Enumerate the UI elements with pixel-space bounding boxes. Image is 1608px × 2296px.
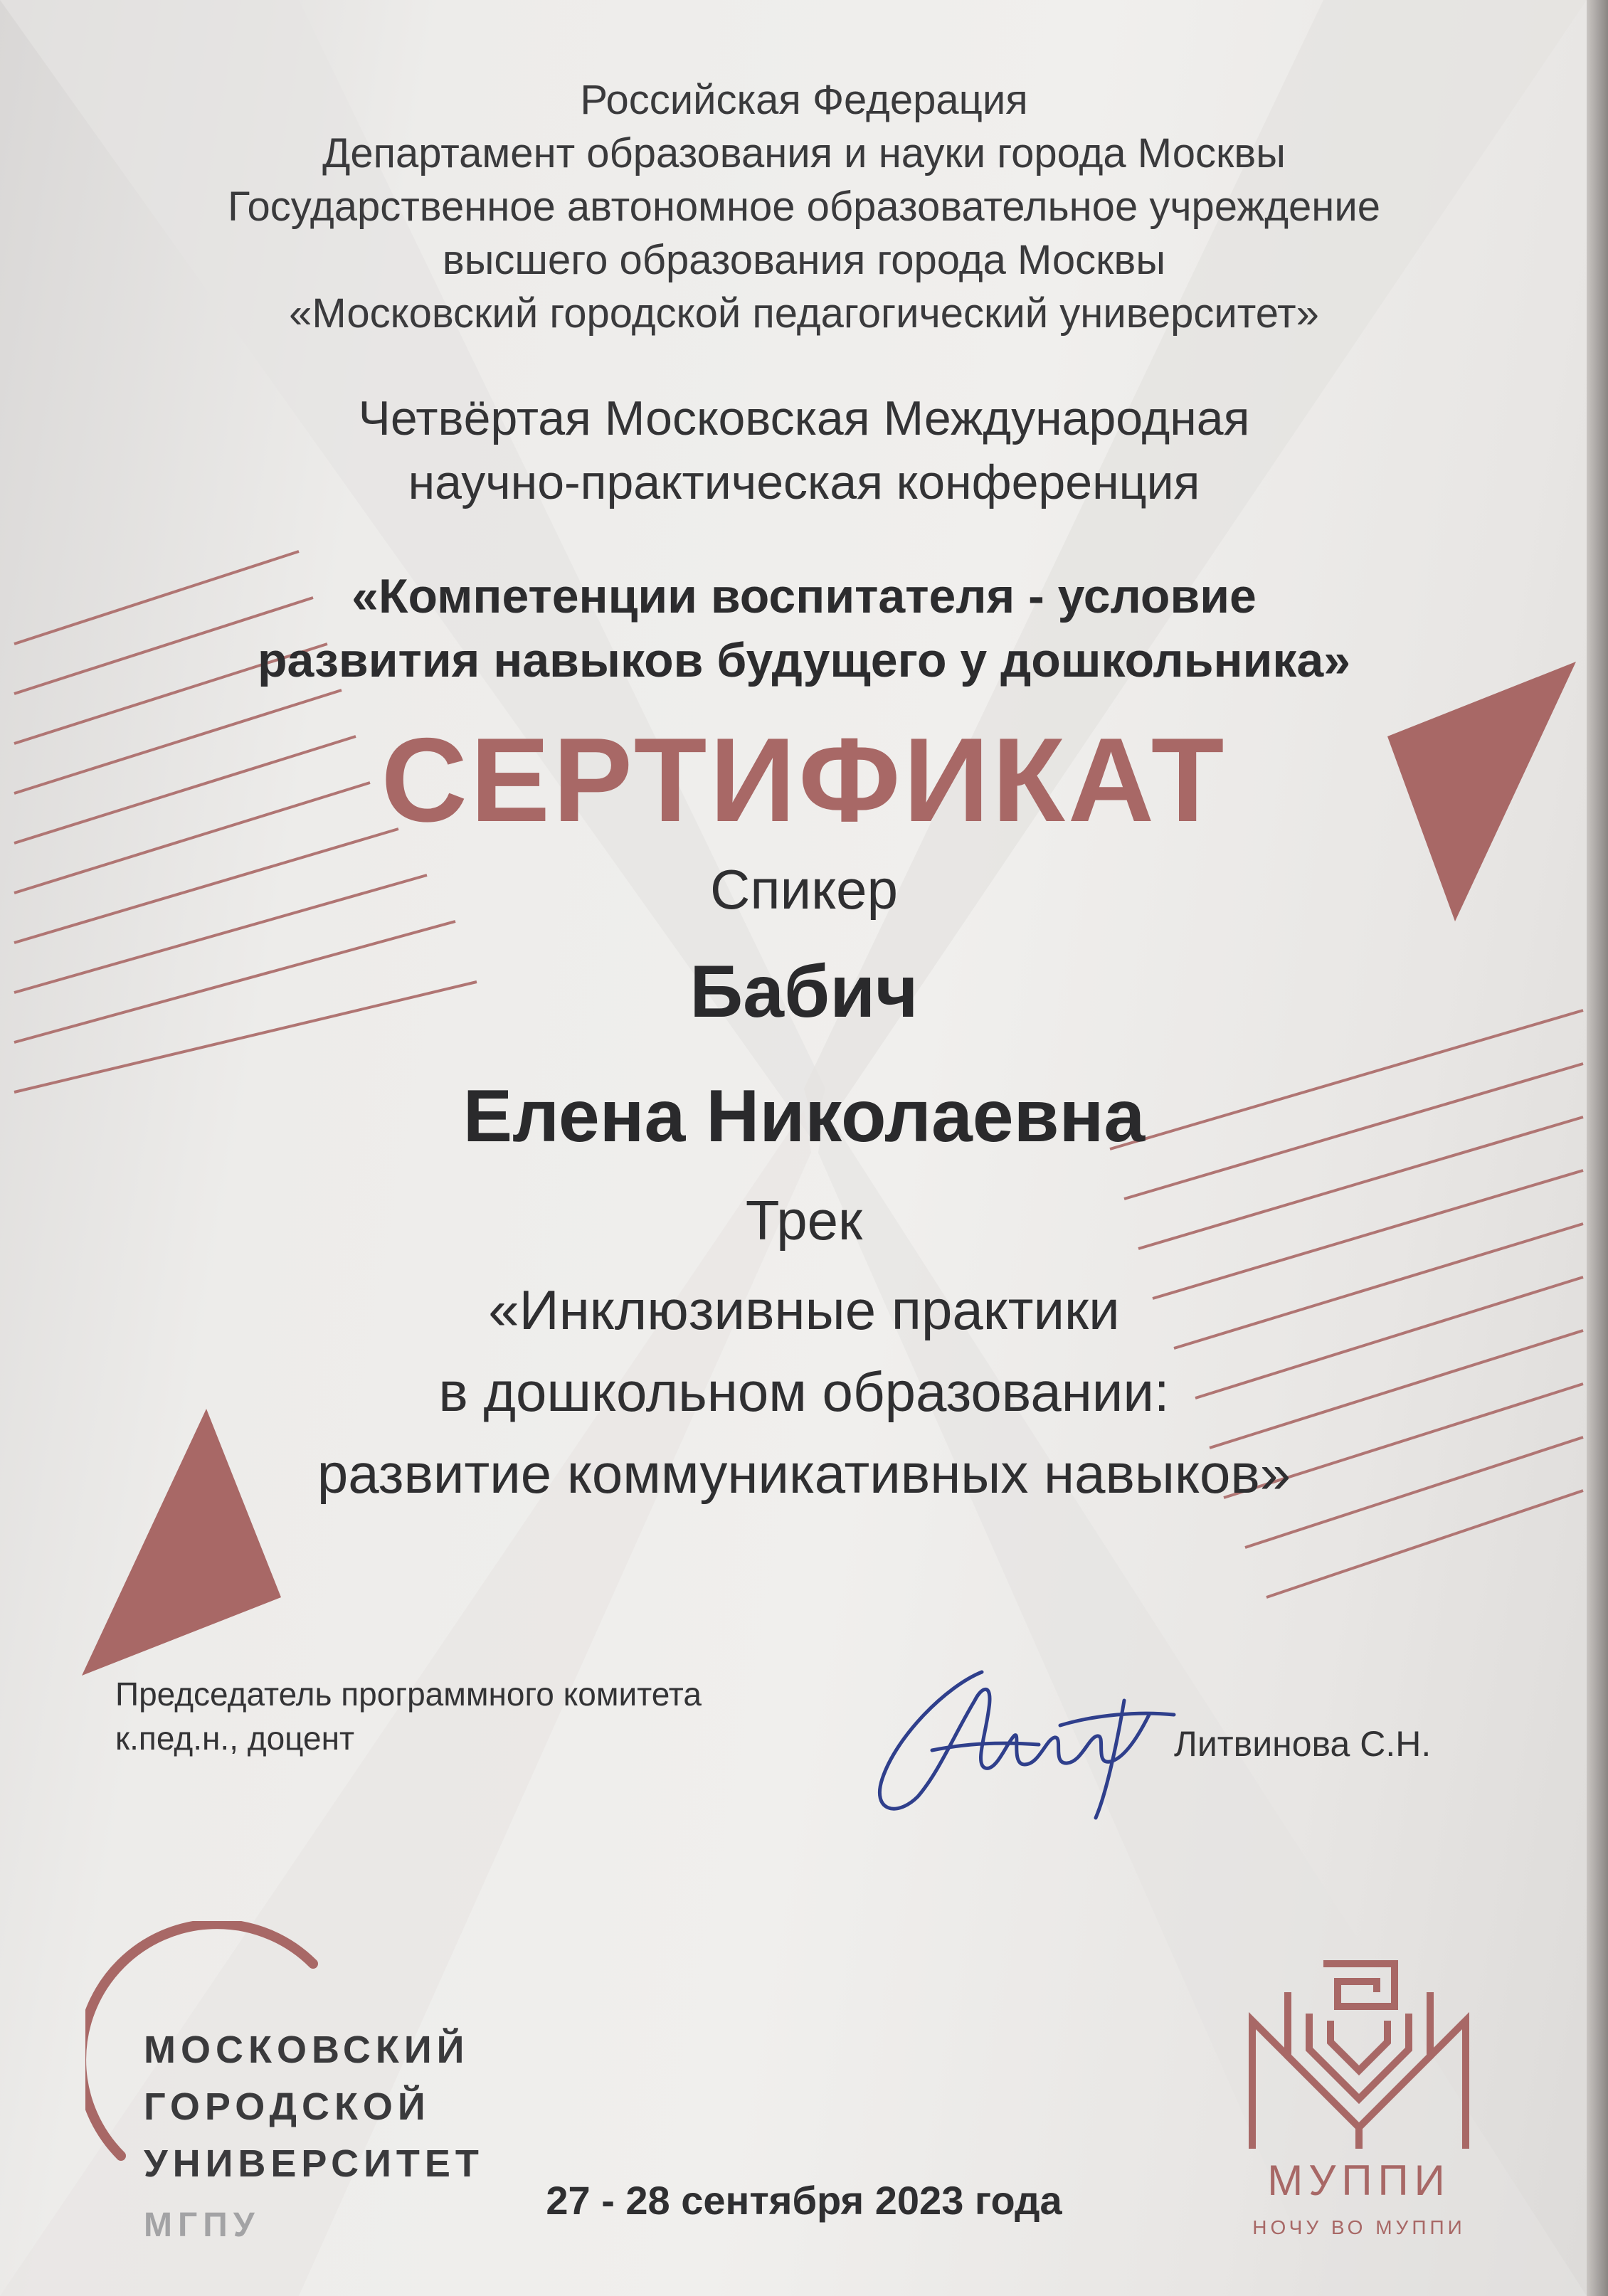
recipient-given-names: Елена Николаевна [462,1075,1146,1158]
certificate-title: СЕРТИФИКАТ [381,713,1227,847]
mgpu-logo-line-1: МОСКОВСКИЙ [144,2028,470,2071]
muppi-logo-emblem [1238,1950,1480,2156]
recipient-role: Спикер [710,858,898,921]
header-line-education-level: высшего образования города Москвы [442,237,1166,283]
track-line-3: развитие коммуникативных навыков» [317,1442,1291,1505]
handwritten-signature [868,1658,1181,1829]
track-label: Трек [745,1189,863,1252]
conference-line-2: научно-практическая конференция [408,455,1200,509]
signatory-block [115,1672,702,1760]
signatory-position: Председатель программного комитета [115,1676,702,1713]
conference-theme-line-1: «Компетенции воспитателя - условие [351,569,1257,623]
header-line-country: Российская Федерация [580,77,1028,123]
muppi-logo [1238,1950,1480,2277]
header-line-institution-type: Государственное автономное образовательное учреждение [228,184,1380,230]
header-line-university: «Московский городской педагогический университет» [289,290,1319,337]
mgpu-logo-abbr: МГПУ [144,2206,260,2244]
muppi-logo-slogan: НОЧУ ВО МУППИ [1252,2216,1466,2238]
recipient-surname: Бабич [689,951,919,1033]
signatory-name: Литвинова С.Н. [1174,1724,1432,1764]
track-line-1: «Инклюзивные практики [488,1279,1120,1341]
muppi-logo-abbr: МУППИ [1267,2157,1451,2204]
signatory-degree: к.пед.н., доцент [115,1720,355,1757]
conference-line-1: Четвёртая Московская Международная [358,391,1250,445]
header-line-department: Департамент образования и науки города Москвы [322,130,1286,176]
event-date: 27 - 28 сентября 2023 года [546,2178,1062,2223]
mgpu-logo-line-3: УНИВЕРСИТЕТ [144,2142,484,2185]
track-line-2: в дошкольном образовании: [438,1360,1170,1423]
mgpu-logo-line-2: ГОРОДСКОЙ [144,2085,430,2128]
conference-theme-line-2: развития навыков будущего у дошкольника» [257,633,1351,687]
